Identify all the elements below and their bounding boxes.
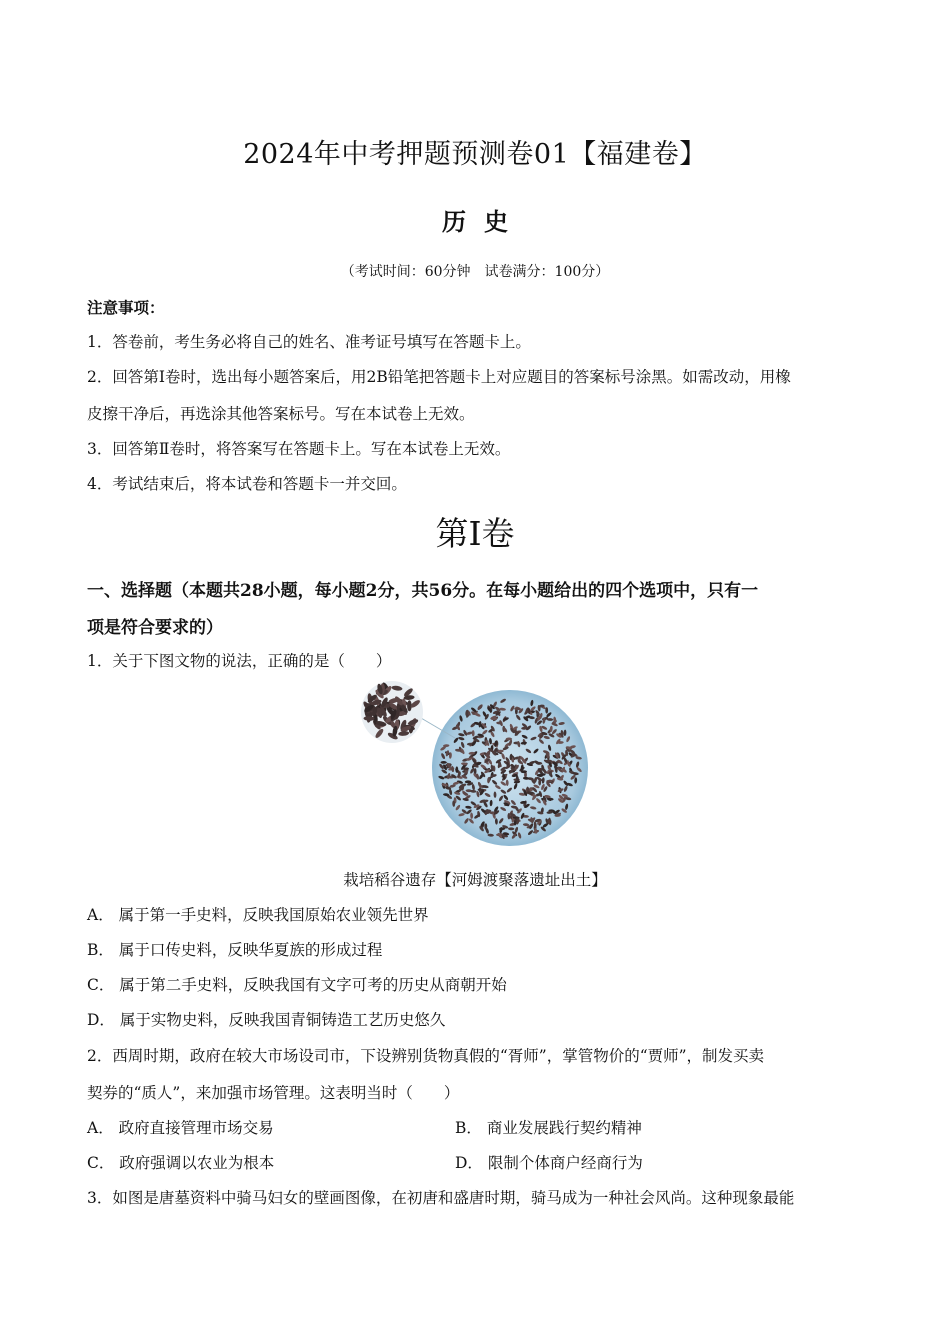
notice-item: 3．回答第Ⅱ卷时，将答案写在答题卡上。写在本试卷上无效。: [87, 440, 511, 458]
question-2-stem: 契券的“质人”，来加强市场管理。这表明当时（ ）: [87, 1084, 460, 1102]
question-2-stem: 2．西周时期，政府在较大市场设司市，下设辨别货物真假的“胥师”，掌管物价的“贾师”，制发买卖: [87, 1047, 765, 1065]
notice-item: 皮擦干净后，再选涂其他答案标号。写在本试卷上无效。: [87, 405, 475, 423]
notice-heading: 注意事项：: [87, 298, 165, 317]
notice-item: 1．答卷前，考生务必将自己的姓名、准考证号填写在答题卡上。: [87, 333, 531, 351]
question-2-option-c: C． 政府强调以农业为根本: [87, 1154, 275, 1172]
question-2-option-b: B． 商业发展践行契约精神: [455, 1119, 642, 1137]
question-1-stem: 1．关于下图文物的说法，正确的是（ ）: [87, 652, 392, 670]
section-instruction: 项是符合要求的）: [87, 618, 223, 638]
question-1-option-a: A． 属于第一手史料，反映我国原始农业领先世界: [87, 906, 429, 924]
question-1-option-c: C． 属于第二手史料，反映我国有文字可考的历史从商朝开始: [87, 976, 507, 994]
section-instruction: 一、选择题（本题共28小题，每小题2分，共56分。在每小题给出的四个选项中，只有一: [87, 581, 759, 601]
question-2-option-d: D． 限制个体商户经商行为: [455, 1154, 643, 1172]
exam-title: 2024年中考押题预测卷01【福建卷】: [243, 139, 707, 170]
figure-caption: 栽培稻谷遗存【河姆渡聚落遗址出土】: [343, 871, 607, 889]
question-1-option-d: D． 属于实物史料，反映我国青铜铸造工艺历史悠久: [87, 1011, 446, 1029]
notice-item: 2．回答第Ⅰ卷时，选出每小题答案后，用2B铅笔把答题卡上对应题目的答案标号涂黑。如需改动，用橡: [87, 368, 791, 386]
question-2-option-a: A． 政府直接管理市场交易: [87, 1119, 274, 1137]
subject-title: 历史: [442, 207, 526, 236]
exam-info: （考试时间：60分钟 试卷满分：100分）: [340, 264, 610, 280]
rice-grains-image: [355, 676, 595, 851]
question-1-option-b: B． 属于口传史料，反映华夏族的形成过程: [87, 941, 383, 959]
question-3-stem: 3．如图是唐墓资料中骑马妇女的壁画图像，在初唐和盛唐时期，骑马成为一种社会风尚。这种现象最能: [87, 1189, 795, 1207]
section-title: 第Ⅰ卷: [435, 514, 515, 553]
notice-item: 4．考试结束后，将本试卷和答题卡一并交回。: [87, 475, 407, 493]
